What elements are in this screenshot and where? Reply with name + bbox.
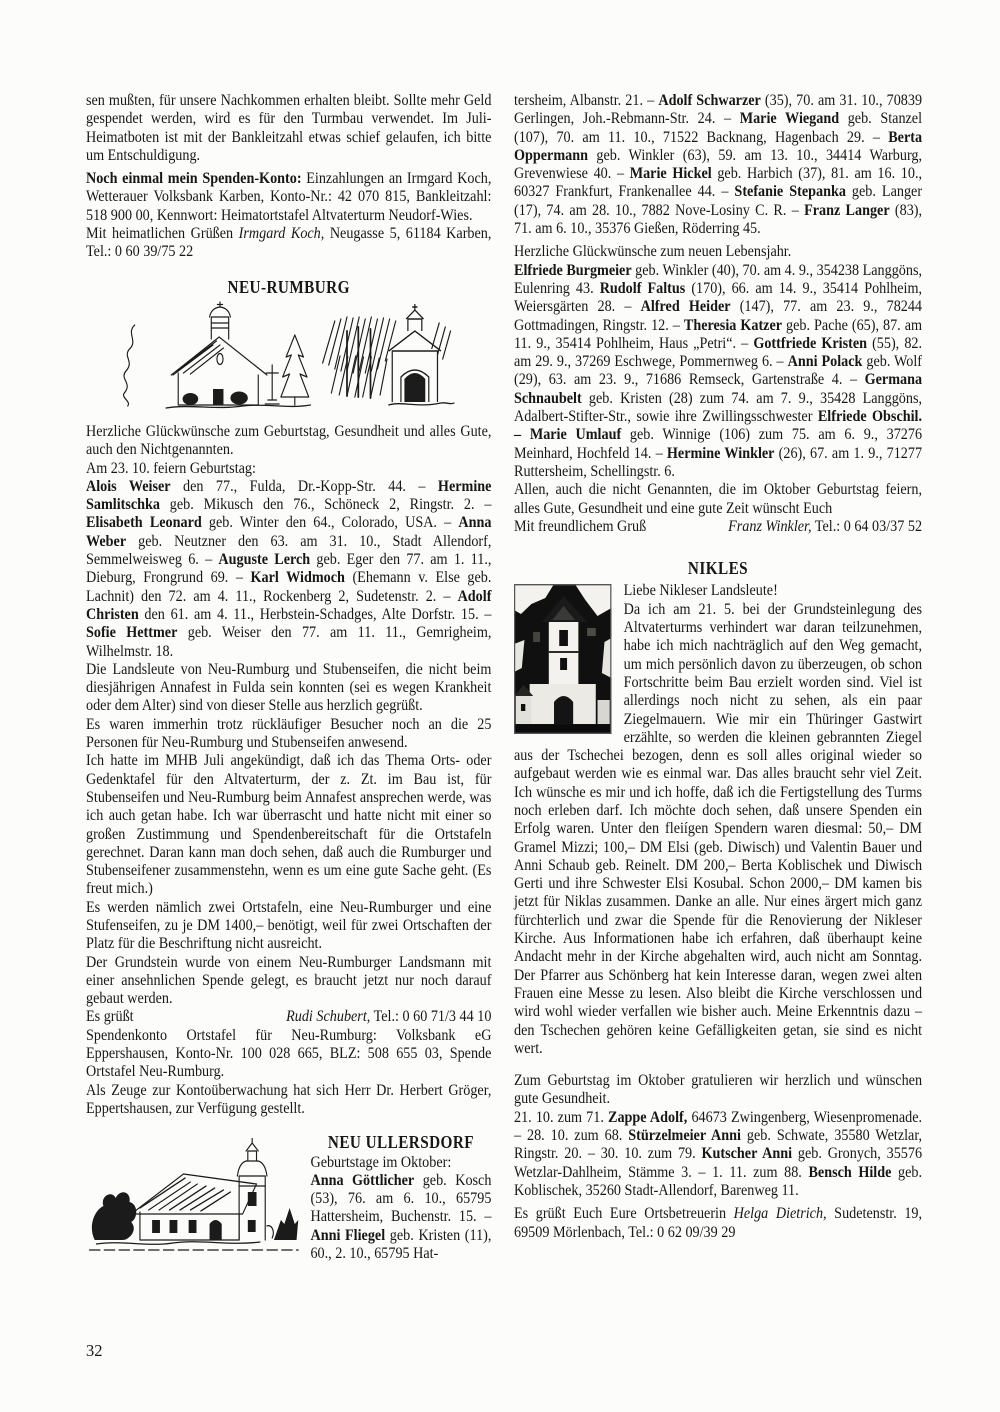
right-column xyxy=(514,91,922,1241)
neu-ullersdorf-church-sketch xyxy=(86,1138,302,1260)
intro-paragraph: sen mußten, für unsere Nachkommen erhalten bleibt. Sollte mehr Geld gespendet werden, wird es für den Turmbau verwendet. Im Juli-Heimatboten ist mit der Bankleitzahl etwas schief gelaufen, ich bitte um Entschuldigung. xyxy=(86,90,492,164)
greeting-text: Es grüßt xyxy=(86,1006,134,1026)
geburtstage-oktober-line: Geburtstage im Oktober: xyxy=(310,1151,452,1171)
ortstafeln-paragraph: Es werden nämlich zwei Ortstafeln, eine Neu-Rumburger und eine Stufenseifen, zu je DM 1400,– benötigt, weil für zwei Ortschaften der Platz für die Beschriftung nicht ausreicht. xyxy=(86,896,492,953)
allen-genannten-paragraph: Allen, auch die nicht Genannten, die im Oktober Geburtstag feiern, alles Gute, Gesundheit und eine gute Zeit wünscht Euch xyxy=(514,479,923,517)
nikles-report-paragraph: Da ich am 21. 5. bei der Grundsteinlegung des Altvaterturms verhindert war daran teilzunehmen, habe ich mich nachträglich auf den Weg gemacht, um mich persönlich davon zu überzeugen, ob schon Fortschritte beim Bau erzielt worden sind. Viel ist allerdings noch nicht zu sehen, als ein paar Ziegelmauern. Wie mir ein Thüringer Gastwirt erzählte, so werden die kleinen gebrannten Ziegel aus der Tschechei bezogen, denn es soll alles original wieder so aufgebaut werden wie es einmal war. Das alles braucht sehr viel Zeit. Ich wünsche es mir und ich hoffe, daß ich die Fertigstellung des Turms noch erleben darf. Ich möchte doch sehen, daß unsere Spenden ein Erfolg waren. Unter den fleiígen Spendern waren diesmal: 50,– DM Gramel Mizzi; 100,– DM Elsi (geb. Diwisch) und Valentin Bauer und Anni Schaub geb. Reinelt. DM 200,– Berta Koblischek und Diwisch Gerti und ihre Schwester Elsi Kosubal. Schon 2000,– DM kamen bis jetzt für Niklas zusammen. Danke an alle. Nur eines ärgert mich ganz fürchterlich und zwar die Spende für die Renovierung der Nikleser Kirche. Aus Informationen habe ich erfahren, daß überhaupt keine Andacht mehr in der Kirche abgehalten wird, auch nicht am Sonntag. Der Pfarrer aus Schönberg hat kein Interesse daran, wegen zwei alten Frauen eine Messe zu lesen. Also bleibt die Kirche verschlossen und wird wohl wieder verfallen wie bisher auch. Meine Erkenntnis dazu – den Tschechen gehören keine Gefälligkeiten getan, sie sind es nicht wert. xyxy=(514,598,923,1057)
signature-name-tel: Rudi Schubert, Tel.: 0 60 71/3 44 10 xyxy=(286,1006,492,1026)
section-heading-neu-ullersdorf: NEU ULLERSDORF xyxy=(327,1132,474,1153)
village-church-drawing xyxy=(86,1138,302,1260)
section-heading-nikles: NIKLES xyxy=(687,558,749,579)
spendenkonto-ortstafel-paragraph: Spendenkonto Ortstafel für Neu-Rumburg: Volksbank eG Eppershausen, Konto-Nr. 100 028 665, BLZ: 508 655 03, Spende Ortstafel Neu-Rumburg. xyxy=(86,1024,492,1081)
birthday-list-neu-rumburg: Alois Weiser den 77., Fulda, Dr.-Kopp-Str. 44. – Hermine Samlitschka geb. Mikusch den 76., Schöneck 2, Ringstr. 2. – Elisabeth Leonard geb. Winter den 64., Colorado, USA. – Anna Weber geb. Neutzner den 63. am 31. 10., Stadt Allendorf, Semmelweisweg 6. – Auguste Lerch geb. Eger den 77. am 1. 11., Dieburg, Frongrund 69. – Karl Widmoch (Ehemann v. Else geb. Lachnit) den 72. am 4. 11., Rockenberg 2, Sudetenstr. 2. – Adolf Christen den 61. am 4. 11., Herbstein-Schadges, Alte Dorfstr. 15. – Sofie Hettmer geb. Weiser den 77. am 11. 11., Gemrigheim, Wilhelmstr. 18. xyxy=(86,475,492,660)
church-and-forest-chapel-drawing xyxy=(86,301,455,415)
neu-ullersdorf-section xyxy=(86,1133,491,1262)
nikles-church-tower-photo xyxy=(514,584,611,734)
left-column xyxy=(86,91,491,1262)
helga-dietrich-signature: Es grüßt Euch Eure Ortsbetreuerin Helga Dietrich, Sudetenstr. 19, 69509 Mörlenbach, Tel.: 0 62 09/39 29 xyxy=(514,1203,923,1241)
glueckwunsch-paragraph: Herzliche Glückwünsche zum Geburtstag, Gesundheit und alles Gute, auch den Nichtgenannten. xyxy=(86,420,492,459)
feiern-line: Am 23. 10. feiern Geburtstag: xyxy=(86,457,256,477)
irmgard-koch-signature: Mit heimatlichen Grüßen Irmgard Koch, Neugasse 5, 61184 Karben, Tel.: 0 60 39/75 22 xyxy=(86,223,492,261)
church-tower-photo xyxy=(514,584,611,734)
landsleute-paragraph: Die Landsleute von Neu-Rumburg und Stubenseifen, die nicht beim diesjährigen Annafest in Fulda sein konnten (sei es wegen Krankheit oder dem Alter) sind von dieser Stelle aus herzlich gegrüßt. xyxy=(86,658,492,715)
besucher-paragraph: Es waren immerhin trotz rückläufiger Besucher noch an die 25 Personen für Neu-Rumburg und Stubenseifen anwesend. xyxy=(86,713,492,752)
greeting-text: Mit freundlichem Gruß xyxy=(514,515,647,535)
grundstein-paragraph: Der Grundstein wurde von einem Neu-Rumburger Landsmann mit einer ansehnlichen Spende gelegt, es braucht jetzt nur noch darauf gebaut werden. xyxy=(86,951,492,1008)
section-heading-neu-rumburg: NEU-RUMBURG xyxy=(227,276,350,297)
birthday-list-september: Elfriede Burgmeier geb. Winkler (40), 70. am 4. 9., 354238 Langgöns, Eulenring 43. Rudolf Faltus (170), 66. am 14. 9., 35414 Pohlheim, Weiersgärten 28. – Alfred Heider (147), 77. am 23. 9., 78244 Gottmadingen, Ringstr. 12. – Theresia Katzer geb. Pache (65), 87. am 11. 9., 35414 Pohlheim, Haus „Petri“. – Gottfriede Kristen (55), 82. am 29. 9., 37269 Eschwege, Pommernweg 6. – Anni Polack geb. Wolf (29), 63. am 23. 9., 71686 Remseck, Gartenstraße 4. – Germana Schnaubelt geb. Kristen (28) zum 74. am 7. 9., 35428 Langgöns, Adalbert-Stifter-Str., sowie ihre Zwillingsschwester Elfriede Obschil. – Marie Umlauf geb. Winnige (106) zum 75. am 6. 9., 37276 Meinhard, Hochfeld 14. – Hermine Winkler (26), 67. am 1. 9., 71277 Ruttersheim, Schellingstr. 6. xyxy=(514,259,923,480)
mhb-paragraph: Ich hatte im MHB Juli angekündigt, daß ich das Thema Orts- oder Gedenktafel für den Altvaterturm, der z. Zt. im Bau ist, für Stubenseifen und Neu-Rumburg beim Annafest ansprechen werde, was ich auch getan habe. Ich war überrascht und hatte nicht mit einer so großen Zustimmung und Spendenbereitschaft für die Ortstafeln gerechnet. Daran kann man doch sehen, daß auch die Rumburger und Stubenseifener zusammenstehn, wenn es um eine gute Sache geht. (Es freut mich.) xyxy=(86,750,492,898)
franz-winkler-signature-row xyxy=(514,517,922,535)
birthday-list-nikles: 21. 10. zum 71. Zappe Adolf, 64673 Zwingenberg, Wiesenpromenade. – 28. 10. zum 68. Stürzelmeier Anni geb. Schwate, 35580 Wetzlar, Ringstr. 20. – 30. 10. zum 79. Kutscher Anni geb. Gronych, 35576 Wetzlar-Dahlheim, Stämme 3. – 1. 11. zum 88. Bensch Hilde geb. Koblischek, 35260 Stadt-Allendorf, Barenweg 11. xyxy=(514,1106,923,1199)
signature-name-tel: Franz Winkler, Tel.: 0 64 03/37 52 xyxy=(728,515,923,535)
zeuge-paragraph: Als Zeuge zur Kontoüberwachung hat sich Herr Dr. Herbert Gröger, Eppertshausen, zur Verfügung gestellt. xyxy=(86,1079,492,1117)
birthday-list-continuation: tersheim, Albanstr. 21. – Adolf Schwarzer (35), 70. am 31. 10., 70839 Gerlingen, Joh.-Rebmann-Str. 24. – Marie Wiegand geb. Stanzel (107), 70. am 11. 10., 71522 Backnang, Hagenbach 29. – Berta Oppermann geb. Winkler (63), 59. am 13. 10., 34414 Warburg, Grevenwiese 40. – Marie Hickel geb. Harbich (37), 81. am 16. 10., 60327 Frankfurt, Frankenallee 44. – Stefanie Stepanka geb. Langer (17), 74. am 28. 10., 7882 Nove-Losiny C. R. – Franz Langer (83), 71. am 6. 10., 35376 Gießen, Röderring 45. xyxy=(514,90,923,238)
birthday-list-neu-ullersdorf: Anna Göttlicher geb. Kosch (53), 76. am 6. 10., 65795 Hattersheim, Buchenstr. 15. – Anni Fliegel geb. Kristen (11), 60., 2. 10., 65795 Hat- xyxy=(310,1169,492,1263)
nikles-section xyxy=(514,581,922,1057)
neu-rumburg-church-sketch xyxy=(86,301,491,415)
glueckwunsch-lebensjahr-line: Herzliche Glückwünsche zum neuen Lebensjahr. xyxy=(514,241,792,261)
oktober-gratulation-paragraph: Zum Geburtstag im Oktober gratulieren wir herzlich und wünschen gute Gesundheit. xyxy=(514,1070,923,1108)
spenden-konto-paragraph: Noch einmal mein Spenden-Konto: Einzahlungen an Irmgard Koch, Wetterauer Volksbank Karben, Konto-Nr.: 42 070 815, Bankleitzahl: 518 900 00, Kennwort: Heimatortstafel Altvaterturm Neudorf-Wies. xyxy=(86,168,492,224)
nikles-greeting-line: Liebe Nikleser Landsleute! xyxy=(623,580,778,600)
rudi-schubert-signature-row xyxy=(86,1007,491,1025)
page-number: 32 xyxy=(86,1341,103,1360)
